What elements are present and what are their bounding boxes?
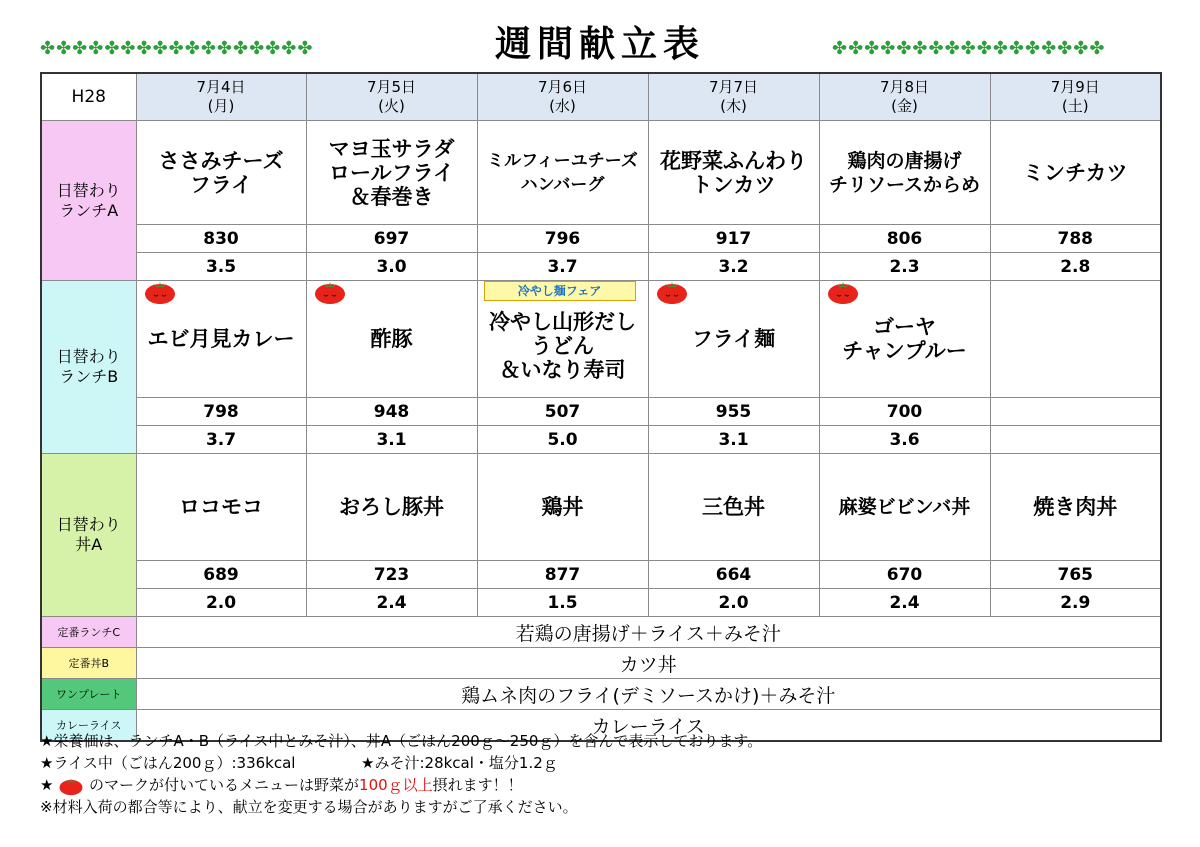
dish-cell: ミルフィーユチーズ ハンバーグ	[477, 121, 648, 225]
dish-cell: 三色丼	[648, 454, 819, 561]
fixed-one-plate-row	[41, 679, 1161, 710]
dish-cell: 鶏肉の唐揚げ チリソースからめ	[819, 121, 990, 225]
energy-value: 877	[477, 561, 648, 589]
day-header: 7月6日 (水)	[477, 73, 648, 121]
energy-value: 806	[819, 225, 990, 253]
dish-cell: ロコモコ	[136, 454, 306, 561]
salt-value: 3.6	[819, 426, 990, 454]
fixed-menu-value: 若鶏の唐揚げ＋ライス＋みそ汁	[136, 617, 1161, 648]
energy-value	[990, 398, 1161, 426]
energy-value: 670	[819, 561, 990, 589]
lunch-b-dish-row	[41, 281, 1161, 398]
dish-cell: おろし豚丼	[306, 454, 477, 561]
energy-value: 664	[648, 561, 819, 589]
tomato-icon	[143, 279, 177, 305]
tomato-icon	[313, 279, 347, 305]
salt-value: 3.7	[477, 253, 648, 281]
don-a-energy-row	[41, 561, 1161, 589]
don-a-dish-row	[41, 454, 1161, 561]
page-title: 週間献立表	[494, 24, 705, 65]
lunch-a-label: 日替わり ランチA	[41, 121, 136, 281]
energy-value: 697	[306, 225, 477, 253]
dish-cell: フライ麺	[648, 281, 819, 398]
dish-cell: 焼き肉丼	[990, 454, 1161, 561]
day-header: 7月8日 (金)	[819, 73, 990, 121]
dish-cell: ささみチーズ フライ	[136, 121, 306, 225]
energy-value: 723	[306, 561, 477, 589]
lunch-b-energy-row	[41, 398, 1161, 426]
note-line	[40, 752, 762, 774]
dish-cell: ゴーヤ チャンプルー	[819, 281, 990, 398]
note-miso: ★みそ汁:28kcal・塩分1.2ｇ	[361, 754, 558, 772]
lunch-a-salt-row	[41, 253, 1161, 281]
note-text: 摂れます！！	[432, 776, 523, 794]
salt-value: 3.0	[306, 253, 477, 281]
weekly-menu-table	[40, 72, 1162, 742]
salt-value: 3.7	[136, 426, 306, 454]
fixed-menu-label: ワンプレート	[41, 679, 136, 710]
day-header: 7月4日 (月)	[136, 73, 306, 121]
fixed-menu-value: 鶏ムネ肉のフライ(デミソースかけ)＋みそ汁	[136, 679, 1161, 710]
fixed-menu-label: 定番ランチC	[41, 617, 136, 648]
note-text: のマークが付いているメニューは野菜が	[89, 776, 360, 794]
salt-value: 3.2	[648, 253, 819, 281]
fixed-don-b-row	[41, 648, 1161, 679]
energy-value: 798	[136, 398, 306, 426]
day-header: 7月5日 (火)	[306, 73, 477, 121]
energy-value: 948	[306, 398, 477, 426]
lunch-b-salt-row	[41, 426, 1161, 454]
salt-value: 2.4	[819, 589, 990, 617]
note-highlight: 100ｇ以上	[359, 776, 433, 794]
fixed-lunch-c-row	[41, 617, 1161, 648]
fixed-menu-value: カツ丼	[136, 648, 1161, 679]
tomato-icon	[655, 279, 689, 305]
note-line: ★栄養価は、ランチA・B（ライス中とみそ汁）、丼A（ごはん200ｇ～250ｇ）を含んで表示しております。	[40, 732, 763, 750]
salt-value: 2.8	[990, 253, 1161, 281]
salt-value: 2.4	[306, 589, 477, 617]
energy-value: 700	[819, 398, 990, 426]
don-a-salt-row	[41, 589, 1161, 617]
note-line	[40, 774, 762, 796]
salt-value: 3.1	[306, 426, 477, 454]
note-rice: ★ライス中（ごはん200ｇ）:336kcal	[40, 754, 296, 772]
salt-value: 3.1	[648, 426, 819, 454]
dish-cell	[990, 281, 1161, 398]
dish-cell: 冷やし麺フェア 冷やし山形だし うどん ＆いなり寿司	[477, 281, 648, 398]
energy-value: 955	[648, 398, 819, 426]
salt-value: 1.5	[477, 589, 648, 617]
dish-cell: ミンチカツ	[990, 121, 1161, 225]
dish-cell: エビ月見カレー	[136, 281, 306, 398]
date-header-row	[41, 73, 1161, 121]
energy-value: 830	[136, 225, 306, 253]
clover-decoration-right: ✤✤✤✤✤✤✤✤✤✤✤✤✤✤✤✤✤	[832, 38, 1106, 59]
salt-value: 3.5	[136, 253, 306, 281]
dish-cell: マヨ玉サラダ ロールフライ ＆春巻き	[306, 121, 477, 225]
dish-cell: 花野菜ふんわり トンカツ	[648, 121, 819, 225]
lunch-a-dish-row	[41, 121, 1161, 225]
day-header: 7月7日 (木)	[648, 73, 819, 121]
fixed-menu-label: 定番丼B	[41, 648, 136, 679]
tomato-icon	[826, 279, 860, 305]
don-a-label: 日替わり 丼A	[41, 454, 136, 617]
fixed-menu-value: カレーライス	[136, 710, 1161, 742]
footnotes	[40, 730, 762, 818]
dish-cell: 鶏丼	[477, 454, 648, 561]
salt-value: 2.9	[990, 589, 1161, 617]
salt-value	[990, 426, 1161, 454]
energy-value: 788	[990, 225, 1161, 253]
lunch-a-energy-row	[41, 225, 1161, 253]
fair-badge: 冷やし麺フェア	[484, 281, 636, 301]
salt-value: 2.3	[819, 253, 990, 281]
fixed-menu-label: カレーライス	[41, 710, 136, 742]
lunch-b-label: 日替わり ランチB	[41, 281, 136, 454]
year-cell: H28	[41, 73, 136, 121]
note-star: ★	[40, 776, 54, 794]
day-header: 7月9日 (土)	[990, 73, 1161, 121]
dish-cell: 麻婆ビビンバ丼	[819, 454, 990, 561]
tomato-icon	[58, 776, 84, 796]
salt-value: 5.0	[477, 426, 648, 454]
clover-decoration-left: ✤✤✤✤✤✤✤✤✤✤✤✤✤✤✤✤✤	[40, 38, 314, 59]
energy-value: 507	[477, 398, 648, 426]
energy-value: 689	[136, 561, 306, 589]
dish-cell: 酢豚	[306, 281, 477, 398]
salt-value: 2.0	[648, 589, 819, 617]
energy-value: 796	[477, 225, 648, 253]
note-line: ※材料入荷の都合等により、献立を変更する場合がありますがご了承ください。	[40, 798, 578, 816]
salt-value: 2.0	[136, 589, 306, 617]
energy-value: 917	[648, 225, 819, 253]
energy-value: 765	[990, 561, 1161, 589]
